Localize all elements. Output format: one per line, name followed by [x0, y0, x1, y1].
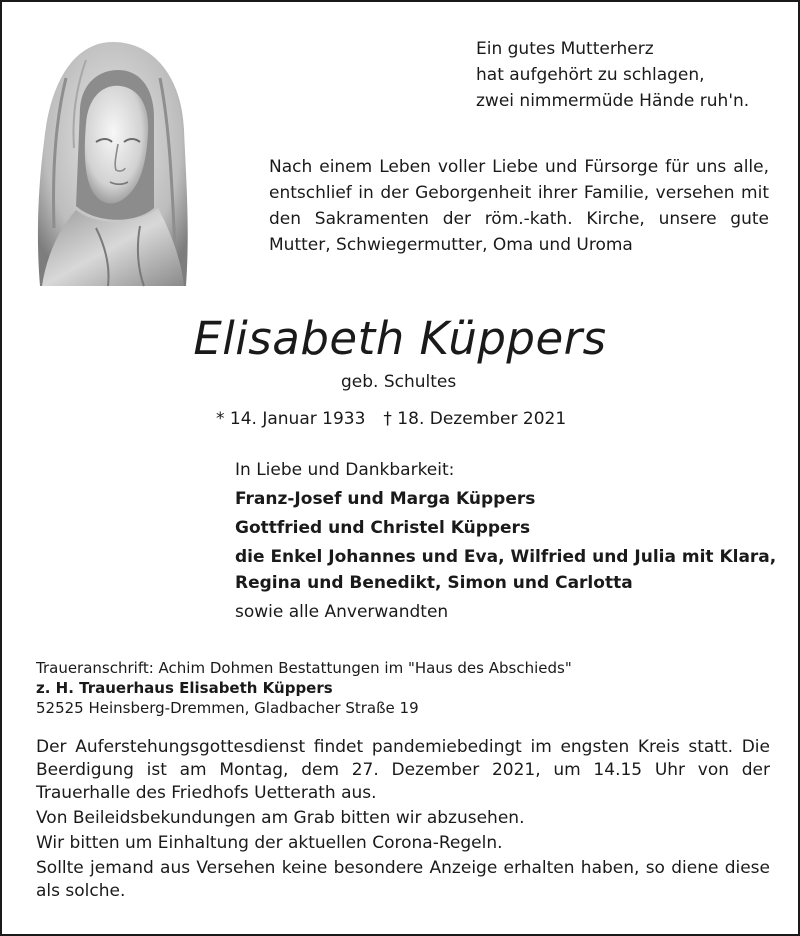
life-dates	[216, 409, 566, 429]
remarks	[36, 736, 770, 905]
grandchildren-line: die Enkel Johannes und Eva, Wilfried und Julia mit Klara,	[235, 547, 777, 567]
family-section	[235, 457, 776, 625]
address-line: 52525 Heinsberg-Dremmen, Gladbacher Straße 19	[36, 699, 419, 717]
family-member: Gottfried und Christel Küppers	[235, 518, 531, 538]
remark-paragraph: Wir bitten um Einhaltung der aktuellen Corona-Regeln.	[36, 833, 503, 853]
remark-paragraph: Sollte jemand aus Versehen keine besondere Anzeige erhalten haben, so diene diese als solche.	[36, 858, 770, 901]
poem	[476, 36, 749, 114]
remark-paragraph: Der Auferstehungsgottesdienst findet pandemiebedingt im engsten Kreis statt. Die Beerdigung ist am Montag, dem 27. Dezember 2021, um 14.15 Uhr von der Trauerhalle des Friedhofs Uetterath aus.	[36, 737, 770, 803]
address-line: z. H. Trauerhaus Elisabeth Küppers	[36, 679, 333, 697]
grandchildren-line: Regina und Benedikt, Simon und Carlotta	[235, 573, 633, 593]
poem-line: zwei nimmermüde Hände ruh'n.	[476, 91, 750, 111]
family-member: Franz-Josef und Marga Küppers	[235, 489, 536, 509]
maiden-name: geb. Schultes	[341, 372, 457, 392]
death-date: † 18. Dezember 2021	[383, 409, 567, 429]
intro-text: Nach einem Leben voller Liebe und Fürsorge für uns alle, entschlief in der Geborgenheit ihrer Familie, versehen mit den Sakramenten der röm.-kath. Kirche, unsere gute Mutter, Schwiegermutter, Oma und Uroma	[269, 157, 769, 255]
birth-date: * 14. Januar 1933	[216, 409, 366, 429]
poem-line: hat aufgehört zu schlagen,	[476, 65, 705, 85]
remark-paragraph: Von Beileidsbekundungen am Grab bitten wir abzusehen.	[36, 808, 525, 828]
madonna-portrait-icon	[36, 38, 190, 288]
relatives-line: sowie alle Anverwandten	[235, 602, 449, 622]
family-label: In Liebe und Dankbarkeit:	[235, 460, 455, 480]
address-line: Traueranschrift: Achim Dohmen Bestattungen im "Haus des Abschieds"	[36, 659, 572, 677]
mourning-address	[36, 658, 572, 718]
poem-line: Ein gutes Mutterherz	[476, 39, 654, 59]
deceased-name: Elisabeth Küppers	[193, 312, 607, 365]
